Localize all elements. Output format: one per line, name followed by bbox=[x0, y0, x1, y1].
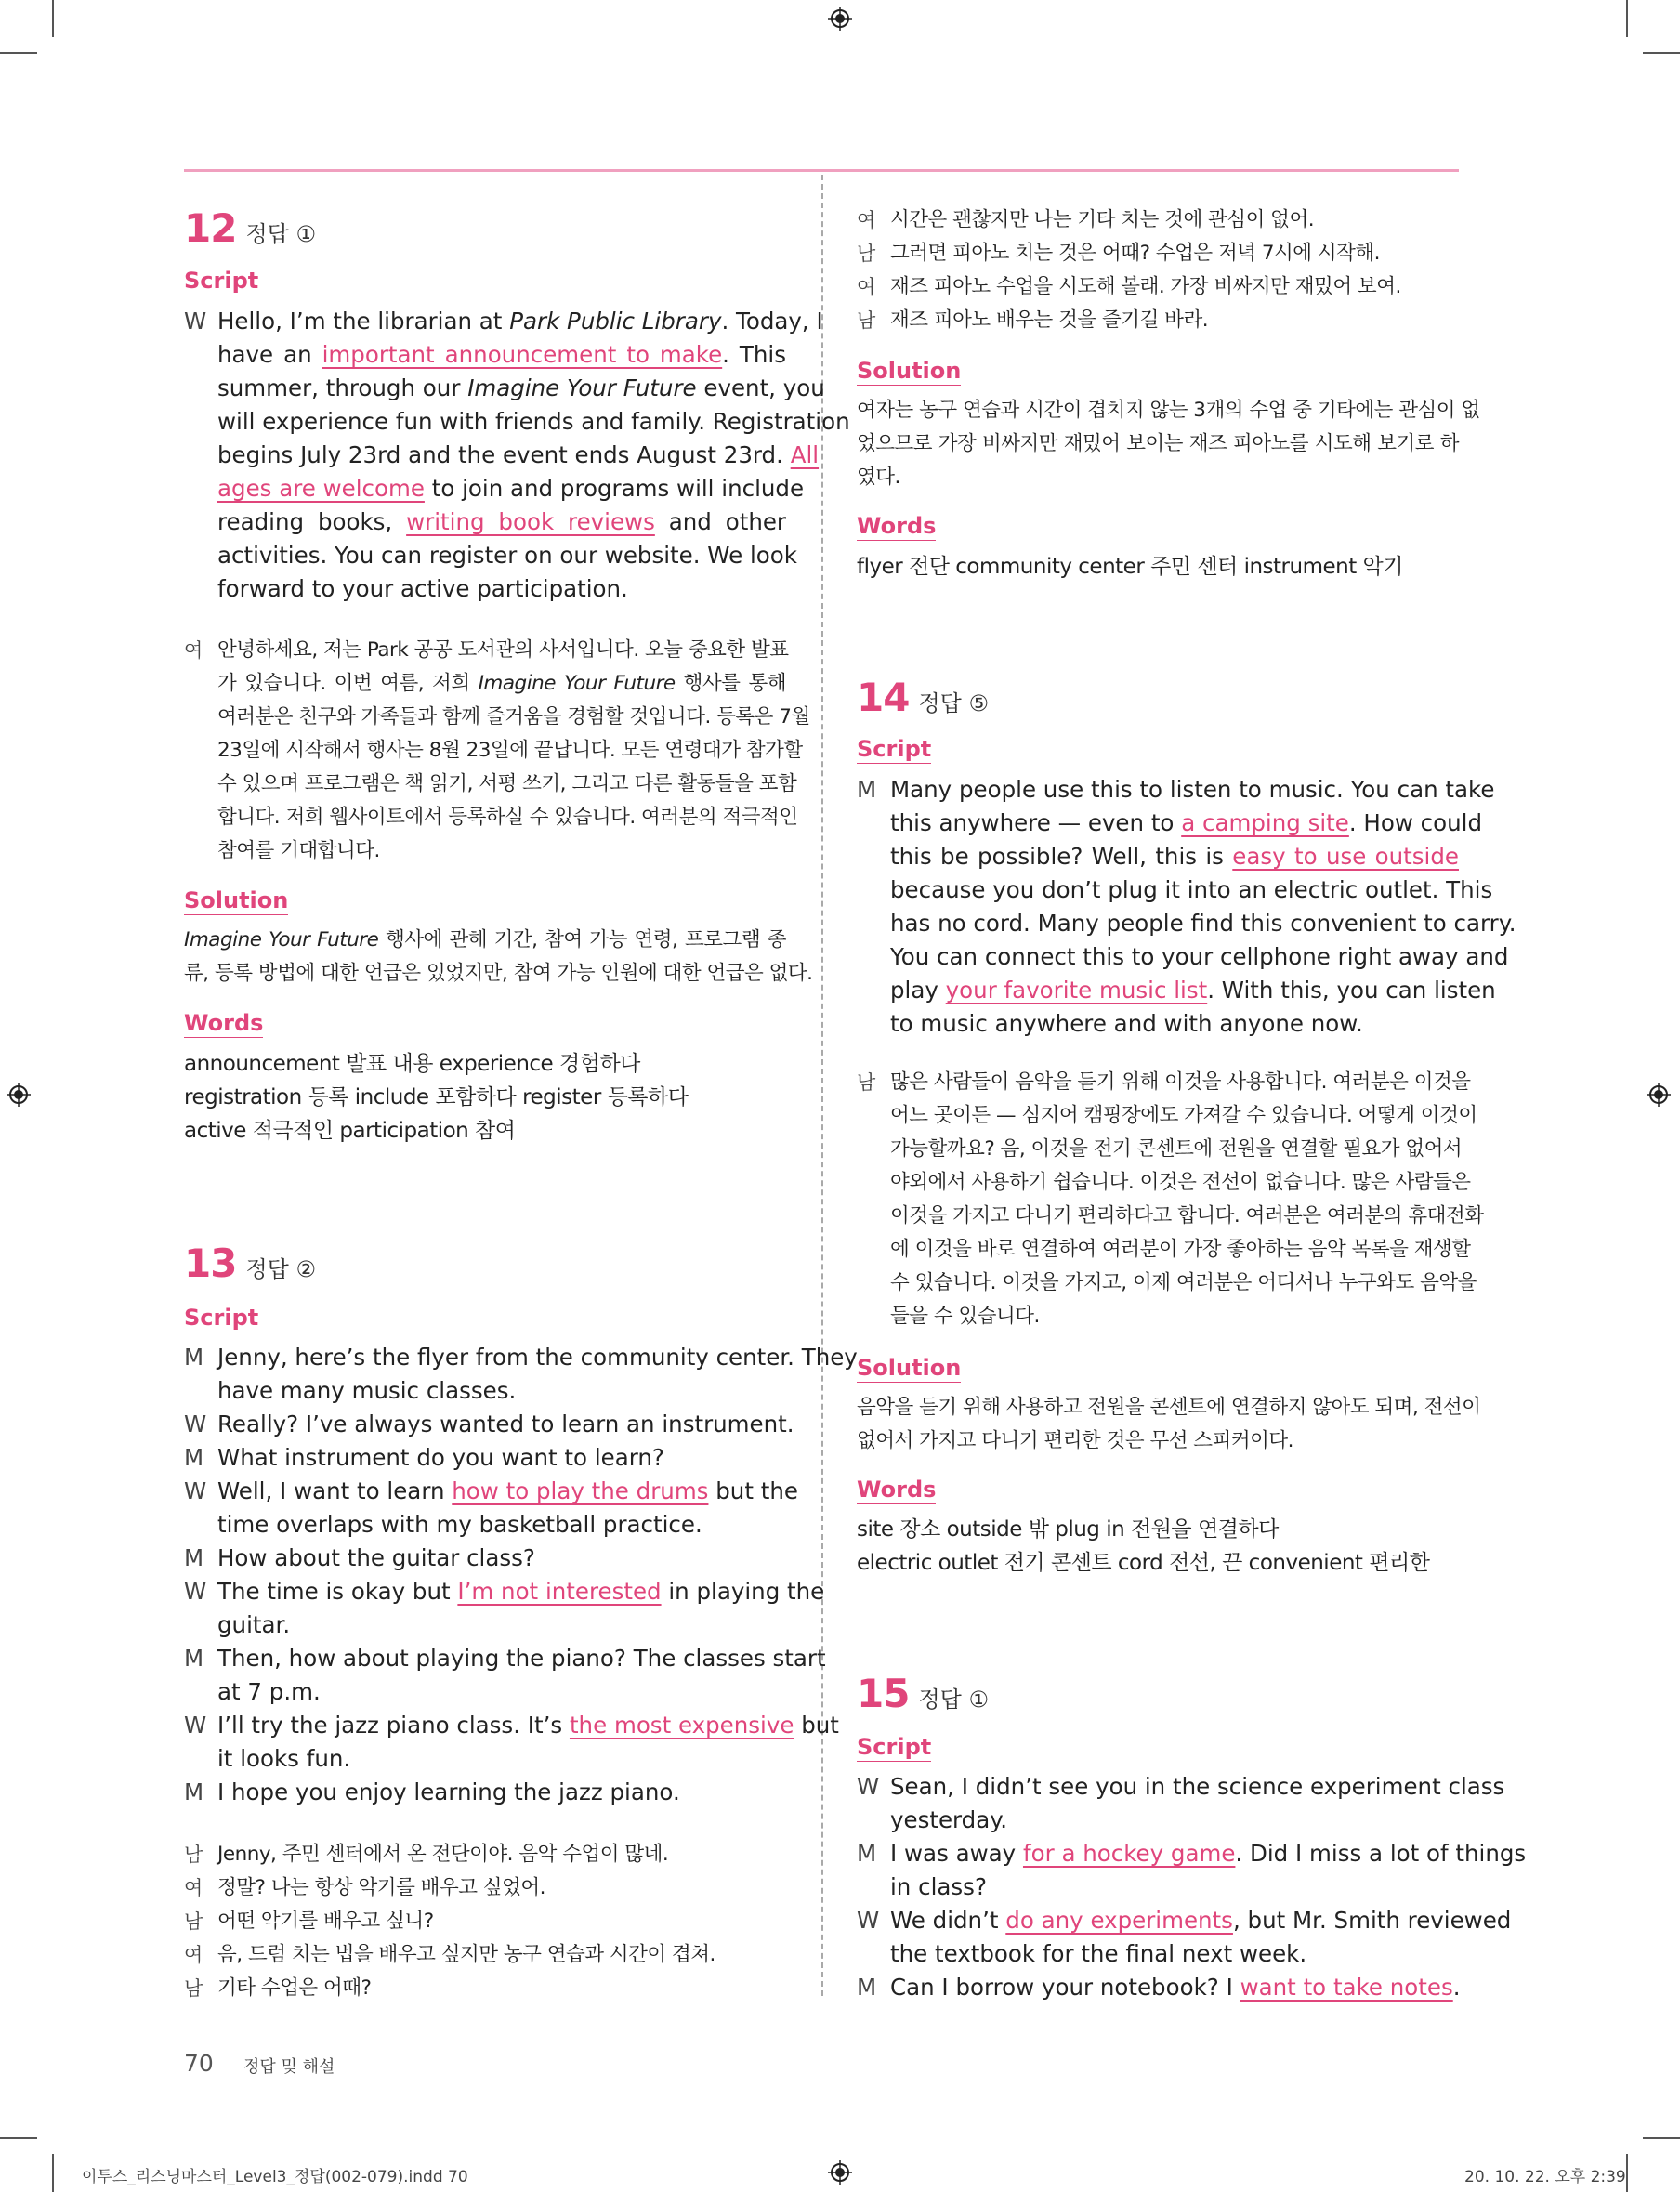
crop-mark bbox=[0, 52, 37, 54]
text-segment: 어느 곳이든 — 심지어 캠핑장에도 가져갈 수 있습니다. 어떻게 이것이 bbox=[890, 1104, 1477, 1127]
text-segment: 안녕하세요, 저는 Park 공공 도서관의 사서입니다. 오늘 중요한 발표 bbox=[217, 638, 789, 662]
dialogue-line bbox=[890, 1937, 1459, 1971]
dialogue-line bbox=[217, 667, 786, 701]
text-segment: How about the guitar class? bbox=[217, 1544, 535, 1571]
text-segment: 재즈 피아노 수업을 시도해 볼래. 가장 비싸지만 재밌어 보여. bbox=[890, 275, 1401, 298]
speaker-label: W bbox=[857, 1907, 880, 1934]
dialogue-line bbox=[890, 1971, 1459, 2004]
dialogue-line bbox=[217, 1475, 798, 1508]
text-segment: 23일에 시작해서 행사는 8월 23일에 끝납니다. 모든 연령대가 참가할 bbox=[217, 739, 803, 762]
text-segment: 그러면 피아노 치는 것은 어때? 수업은 저녁 7시에 시작해. bbox=[890, 242, 1381, 265]
solution-line bbox=[184, 924, 786, 957]
text-segment: in playing the bbox=[661, 1578, 825, 1605]
text-segment: I hope you enjoy learning the jazz piano. bbox=[217, 1779, 680, 1805]
dialogue-line bbox=[890, 1870, 1459, 1904]
text-segment: Really? I’ve always wanted to learn an instrument. bbox=[217, 1411, 794, 1437]
text-segment: We didn’t bbox=[890, 1907, 1006, 1934]
speaker-label: 여 bbox=[184, 1944, 203, 1966]
text-segment: summer, through our bbox=[217, 374, 468, 401]
question-14-header bbox=[857, 675, 989, 720]
highlighted-phrase: for a hockey game bbox=[1022, 1840, 1236, 1867]
dialogue-line bbox=[890, 237, 1459, 270]
text-segment: play bbox=[890, 977, 946, 1004]
page-number: 70 bbox=[184, 2050, 214, 2077]
dialogue-line bbox=[217, 1341, 858, 1374]
text-segment: 가 있습니다. 이번 여름, 저희 bbox=[217, 672, 479, 695]
text-segment: I was away bbox=[890, 1840, 1023, 1867]
solution-line bbox=[857, 427, 1459, 461]
dialogue-line bbox=[890, 1837, 1527, 1870]
text-segment: 야외에서 사용하기 쉽습니다. 이것은 전선이 없습니다. 많은 사람들은 bbox=[890, 1171, 1471, 1194]
dialogue-line bbox=[217, 1608, 786, 1642]
text-segment: 참여를 기대합니다. bbox=[217, 839, 380, 862]
text-segment: 합니다. 저희 웹사이트에서 등록하실 수 있습니다. 여러분의 적극적인 bbox=[217, 806, 798, 829]
highlighted-phrase: easy to use outside bbox=[1232, 843, 1459, 870]
highlighted-phrase: ages are welcome bbox=[217, 475, 425, 502]
text-segment: Can I borrow your notebook? I bbox=[890, 1974, 1240, 2001]
dialogue-line bbox=[890, 873, 1493, 907]
dialogue-line bbox=[890, 1166, 1471, 1200]
text-segment: at 7 p.m. bbox=[217, 1678, 321, 1705]
script-label: Script bbox=[857, 1734, 932, 1760]
text-segment: . This bbox=[722, 341, 786, 368]
question-15-header bbox=[857, 1671, 989, 1716]
dialogue-line bbox=[890, 203, 1459, 237]
text-segment: in class? bbox=[890, 1873, 987, 1900]
registration-mark-icon bbox=[828, 2160, 852, 2185]
script-label: Script bbox=[857, 736, 932, 762]
solution-line bbox=[857, 461, 1459, 494]
text-segment: 행사를 통해 bbox=[675, 672, 786, 695]
dialogue-line bbox=[217, 405, 850, 439]
highlighted-phrase: I’m not interested bbox=[457, 1578, 662, 1605]
text-segment: 여자는 농구 연습과 시간이 겹치지 않는 3개의 수업 중 기타에는 관심이 없 bbox=[857, 399, 1480, 422]
text-segment: . Did I miss a lot of things bbox=[1235, 1840, 1527, 1867]
dialogue-line bbox=[217, 539, 797, 572]
highlighted-phrase: writing book reviews bbox=[406, 508, 655, 535]
text-segment: I’ll try the jazz piano class. It’s bbox=[217, 1712, 570, 1739]
dialogue-line bbox=[217, 801, 798, 834]
text-segment: reading books, bbox=[217, 508, 407, 535]
speaker-label: M bbox=[184, 1544, 204, 1571]
dialogue-line bbox=[217, 1776, 786, 1809]
text-segment: Sean, I didn’t see you in the science experiment class bbox=[890, 1773, 1505, 1800]
speaker-label: 남 bbox=[857, 309, 876, 332]
dialogue-line bbox=[890, 304, 1459, 337]
text-segment: 재즈 피아노 배우는 것을 즐기길 바라. bbox=[890, 308, 1209, 332]
word-list-line: site 장소 outside 밖 plug in 전원을 연결하다 bbox=[857, 1517, 1279, 1542]
text-segment: 류, 등록 방법에 대한 언급은 있었지만, 참여 가능 인원에 대한 언급은 없다. bbox=[184, 962, 813, 985]
dialogue-line bbox=[890, 807, 1483, 840]
highlighted-phrase: All bbox=[790, 441, 820, 468]
crop-mark bbox=[1643, 2137, 1680, 2139]
highlighted-phrase: your favorite music list bbox=[945, 977, 1208, 1004]
text-segment: Well, I want to learn bbox=[217, 1477, 453, 1504]
dialogue-line bbox=[217, 1905, 786, 1938]
solution-label: Solution bbox=[184, 887, 289, 913]
dialogue-line bbox=[217, 1742, 786, 1776]
dialogue-line bbox=[217, 1441, 786, 1475]
text-segment: time overlaps with my basketball practice. bbox=[217, 1511, 702, 1538]
speaker-label: W bbox=[184, 308, 207, 335]
text-segment: activities. You can register on our website. We look bbox=[217, 542, 797, 569]
word-list-line: registration 등록 include 포함하다 register 등록하다 bbox=[184, 1085, 689, 1109]
dialogue-line bbox=[217, 1709, 839, 1742]
question-number: 12 bbox=[184, 205, 237, 251]
text-segment: You can connect this to your cellphone right away and bbox=[890, 943, 1509, 970]
text-segment: Many people use this to listen to music. You can take bbox=[890, 776, 1495, 803]
text-segment: 들을 수 있습니다. bbox=[890, 1305, 1040, 1328]
text-segment: event, you bbox=[696, 374, 825, 401]
text-segment: 없어서 가지고 다니기 편리한 것은 무선 스피커이다. bbox=[857, 1429, 1293, 1452]
dialogue-line bbox=[217, 1642, 826, 1675]
highlighted-phrase: do any experiments bbox=[1005, 1907, 1233, 1934]
speaker-label: W bbox=[184, 1477, 207, 1504]
footer-section-label: 정답 및 해설 bbox=[243, 2057, 335, 2077]
crop-mark bbox=[52, 0, 54, 37]
dialogue-line bbox=[890, 1804, 1459, 1837]
dialogue-line bbox=[217, 1575, 825, 1608]
text-segment: to music anywhere and with anyone now. bbox=[890, 1010, 1363, 1037]
crop-mark bbox=[1626, 2154, 1628, 2192]
text-segment: because you don’t plug it into an electric outlet. This bbox=[890, 876, 1493, 903]
text-segment: 기타 수업은 어때? bbox=[217, 1976, 372, 2000]
dialogue-line bbox=[217, 768, 797, 801]
word-list-line: announcement 발표 내용 experience 경험하다 bbox=[184, 1052, 640, 1076]
registration-mark-icon bbox=[7, 1083, 31, 1107]
text-segment: 많은 사람들이 음악을 듣기 위해 이것을 사용합니다. 여러분은 이것을 bbox=[890, 1070, 1471, 1094]
text-segment: will experience fun with friends and family. Registration bbox=[217, 408, 850, 435]
highlighted-phrase: how to play the drums bbox=[452, 1477, 709, 1504]
text-segment: 였다. bbox=[857, 466, 900, 489]
dialogue-line bbox=[890, 840, 1459, 873]
speaker-label: W bbox=[184, 1712, 207, 1739]
dialogue-line bbox=[890, 1233, 1471, 1267]
dialogue-line bbox=[890, 974, 1496, 1007]
text-segment: the textbook for the final next week. bbox=[890, 1940, 1307, 1967]
text-segment: , but Mr. Smith reviewed bbox=[1232, 1907, 1512, 1934]
dialogue-line bbox=[217, 1675, 786, 1709]
crop-mark bbox=[52, 2154, 54, 2192]
text-segment: What instrument do you want to learn? bbox=[217, 1444, 664, 1471]
answer-label: 정답 ① bbox=[245, 221, 316, 247]
speaker-label: 여 bbox=[184, 1877, 203, 1899]
dialogue-line bbox=[217, 372, 825, 405]
text-segment: but the bbox=[708, 1477, 798, 1504]
text-segment: 수 있으며 프로그램은 책 읽기, 서평 쓰기, 그리고 다른 활동들을 포함 bbox=[217, 772, 797, 795]
text-segment: 수 있습니다. 이것을 가지고, 이제 여러분은 어디서나 누구와도 음악을 bbox=[890, 1271, 1477, 1294]
dialogue-line bbox=[890, 1099, 1477, 1133]
text-segment: forward to your active participation. bbox=[217, 575, 628, 602]
text-segment: 시간은 괜찮지만 나는 기타 치는 것에 관심이 없어. bbox=[890, 208, 1315, 231]
dialogue-line bbox=[217, 472, 805, 505]
dialogue-line bbox=[217, 1938, 786, 1972]
dialogue-line bbox=[890, 1133, 1463, 1166]
script-label: Script bbox=[184, 268, 259, 294]
speaker-label: W bbox=[184, 1411, 207, 1437]
dialogue-line bbox=[890, 1200, 1484, 1233]
dialogue-line bbox=[217, 505, 786, 539]
dialogue-line bbox=[890, 1300, 1459, 1333]
dialogue-line bbox=[217, 1508, 786, 1542]
speaker-label: 남 bbox=[184, 1844, 203, 1866]
text-segment: has no cord. Many people find this convenient to carry. bbox=[890, 910, 1516, 937]
italic-title: Imagine Your Future bbox=[478, 672, 676, 695]
text-segment: yesterday. bbox=[890, 1806, 1008, 1833]
question-12-header bbox=[184, 205, 316, 251]
dialogue-line bbox=[890, 270, 1459, 304]
text-segment: . With this, you can listen bbox=[1207, 977, 1496, 1004]
dialogue-line bbox=[217, 305, 823, 338]
dialogue-line bbox=[890, 907, 1516, 940]
italic-title: Imagine Your Future bbox=[184, 928, 379, 952]
answer-label: 정답 ② bbox=[245, 1256, 316, 1282]
dialogue-line bbox=[890, 1904, 1512, 1937]
italic-title: Park Public Library bbox=[509, 308, 722, 335]
answer-label: 정답 ⑤ bbox=[918, 690, 989, 716]
text-segment: Jenny, 주민 센터에서 온 전단이야. 음악 수업이 많네. bbox=[217, 1843, 669, 1866]
text-segment: . How could bbox=[1348, 809, 1483, 836]
solution-label: Solution bbox=[857, 358, 962, 384]
text-segment: . bbox=[1452, 1974, 1461, 2001]
speaker-label: M bbox=[184, 1444, 204, 1471]
text-segment: and other bbox=[654, 508, 786, 535]
text-segment: 었으므로 가장 비싸지만 재밌어 보이는 재즈 피아노를 시도해 보기로 하 bbox=[857, 432, 1459, 455]
crop-mark bbox=[1626, 0, 1628, 37]
script-label: Script bbox=[184, 1305, 259, 1331]
dialogue-line bbox=[217, 1972, 786, 2005]
text-segment: this anywhere — even to bbox=[890, 809, 1182, 836]
speaker-label: 여 bbox=[857, 276, 876, 298]
dialogue-line bbox=[890, 1770, 1505, 1804]
speaker-label: M bbox=[184, 1645, 204, 1672]
highlighted-phrase: the most expensive bbox=[569, 1712, 794, 1739]
text-segment: 여러분은 친구와 가족들과 함께 즐거움을 경험할 것입니다. 등록은 7월 bbox=[217, 705, 810, 728]
dialogue-line bbox=[217, 701, 810, 734]
speaker-label: M bbox=[857, 776, 877, 803]
text-segment: . Today, I bbox=[721, 308, 823, 335]
dialogue-line bbox=[217, 734, 803, 768]
dialogue-line bbox=[217, 834, 786, 868]
dialogue-line bbox=[217, 1374, 786, 1408]
solution-line bbox=[857, 394, 1480, 427]
text-segment: begins July 23rd and the event ends August 23rd. bbox=[217, 441, 791, 468]
solution-label: Solution bbox=[857, 1355, 962, 1381]
highlighted-phrase: a camping site bbox=[1181, 809, 1349, 836]
text-segment: it looks fun. bbox=[217, 1745, 351, 1772]
speaker-label: 남 bbox=[857, 1071, 876, 1094]
speaker-label: M bbox=[857, 1974, 877, 2001]
text-segment: 에 이것을 바로 연결하여 여러분이 가장 좋아하는 음악 목록을 재생할 bbox=[890, 1238, 1471, 1261]
solution-line bbox=[184, 957, 813, 991]
text-segment: 이것을 가지고 다니기 편리하다고 합니다. 여러분은 여러분의 휴대전화 bbox=[890, 1204, 1484, 1227]
highlighted-phrase: important announcement to make bbox=[322, 341, 723, 368]
text-segment: 가능할까요? 음, 이것을 전기 콘센트에 전원을 연결할 필요가 없어서 bbox=[890, 1137, 1463, 1161]
question-number: 13 bbox=[184, 1240, 237, 1286]
highlighted-phrase: want to take notes bbox=[1240, 1974, 1453, 2001]
text-segment: Hello, I’m the librarian at bbox=[217, 308, 510, 335]
text-segment: 음악을 듣기 위해 사용하고 전원을 콘센트에 연결하지 않아도 되며, 전선이 bbox=[857, 1396, 1481, 1419]
speaker-label: 남 bbox=[184, 1910, 203, 1933]
dialogue-line bbox=[890, 1007, 1459, 1041]
slug-filename: 이투스_리스닝마스터_Level3_정답(002-079).indd 70 bbox=[82, 2168, 468, 2186]
dialogue-line bbox=[890, 1267, 1477, 1300]
words-label: Words bbox=[857, 513, 937, 539]
word-list-line: active 적극적인 participation 참여 bbox=[184, 1119, 516, 1143]
question-number: 14 bbox=[857, 675, 910, 720]
speaker-label: W bbox=[857, 1773, 880, 1800]
speaker-label: W bbox=[184, 1578, 207, 1605]
header-rule bbox=[184, 169, 1459, 172]
text-segment: have many music classes. bbox=[217, 1377, 517, 1404]
text-segment: 어떤 악기를 배우고 싶니? bbox=[217, 1910, 434, 1933]
text-segment: to join and programs will include bbox=[424, 475, 805, 502]
word-list-line: electric outlet 전기 콘센트 cord 전선, 끈 convenient 편리한 bbox=[857, 1551, 1430, 1575]
speaker-label: 남 bbox=[184, 1977, 203, 2000]
answer-label: 정답 ① bbox=[918, 1687, 989, 1713]
text-segment: 정말? 나는 항상 악기를 배우고 싶었어. bbox=[217, 1876, 545, 1899]
speaker-label: M bbox=[184, 1779, 204, 1805]
crop-mark bbox=[1643, 52, 1680, 54]
word-list-line: flyer 전단 community center 주민 센터 instrument 악기 bbox=[857, 555, 1403, 579]
solution-line bbox=[857, 1424, 1459, 1458]
dialogue-line bbox=[217, 338, 786, 372]
speaker-label: 여 bbox=[184, 639, 203, 662]
speaker-label: 남 bbox=[857, 243, 876, 265]
text-segment: 음, 드럼 치는 법을 배우고 싶지만 농구 연습과 시간이 겹쳐. bbox=[217, 1943, 715, 1966]
text-segment: Then, how about playing the piano? The classes start bbox=[217, 1645, 826, 1672]
words-label: Words bbox=[184, 1010, 264, 1036]
question-number: 15 bbox=[857, 1671, 910, 1716]
registration-mark-icon bbox=[1647, 1083, 1671, 1107]
dialogue-line bbox=[890, 940, 1509, 974]
dialogue-line bbox=[217, 572, 786, 606]
dialogue-line bbox=[217, 634, 789, 667]
registration-mark-icon bbox=[828, 7, 852, 31]
italic-title: Imagine Your Future bbox=[467, 374, 697, 401]
speaker-label: M bbox=[857, 1840, 877, 1867]
text-segment: guitar. bbox=[217, 1611, 291, 1638]
dialogue-line bbox=[217, 1542, 786, 1575]
crop-mark bbox=[0, 2137, 37, 2139]
slug-date: 20. 10. 22. 오후 2:39 bbox=[1464, 2168, 1626, 2186]
words-label: Words bbox=[857, 1477, 937, 1503]
text-segment: 행사에 관해 기간, 참여 가능 연령, 프로그램 종 bbox=[378, 928, 786, 952]
dialogue-line bbox=[217, 1838, 786, 1871]
dialogue-line bbox=[217, 1871, 786, 1905]
text-segment: Jenny, here’s the flyer from the community center. They bbox=[217, 1344, 858, 1371]
speaker-label: 여 bbox=[857, 209, 876, 231]
speaker-label: M bbox=[184, 1344, 204, 1371]
dialogue-line bbox=[890, 1066, 1471, 1099]
dialogue-line bbox=[217, 1408, 794, 1441]
question-13-header bbox=[184, 1240, 316, 1286]
text-segment: The time is okay but bbox=[217, 1578, 458, 1605]
dialogue-line bbox=[890, 773, 1495, 807]
text-segment: have an bbox=[217, 341, 322, 368]
dialogue-line bbox=[217, 439, 820, 472]
text-segment: but bbox=[794, 1712, 839, 1739]
solution-line bbox=[857, 1391, 1481, 1424]
text-segment: this be possible? Well, this is bbox=[890, 843, 1233, 870]
